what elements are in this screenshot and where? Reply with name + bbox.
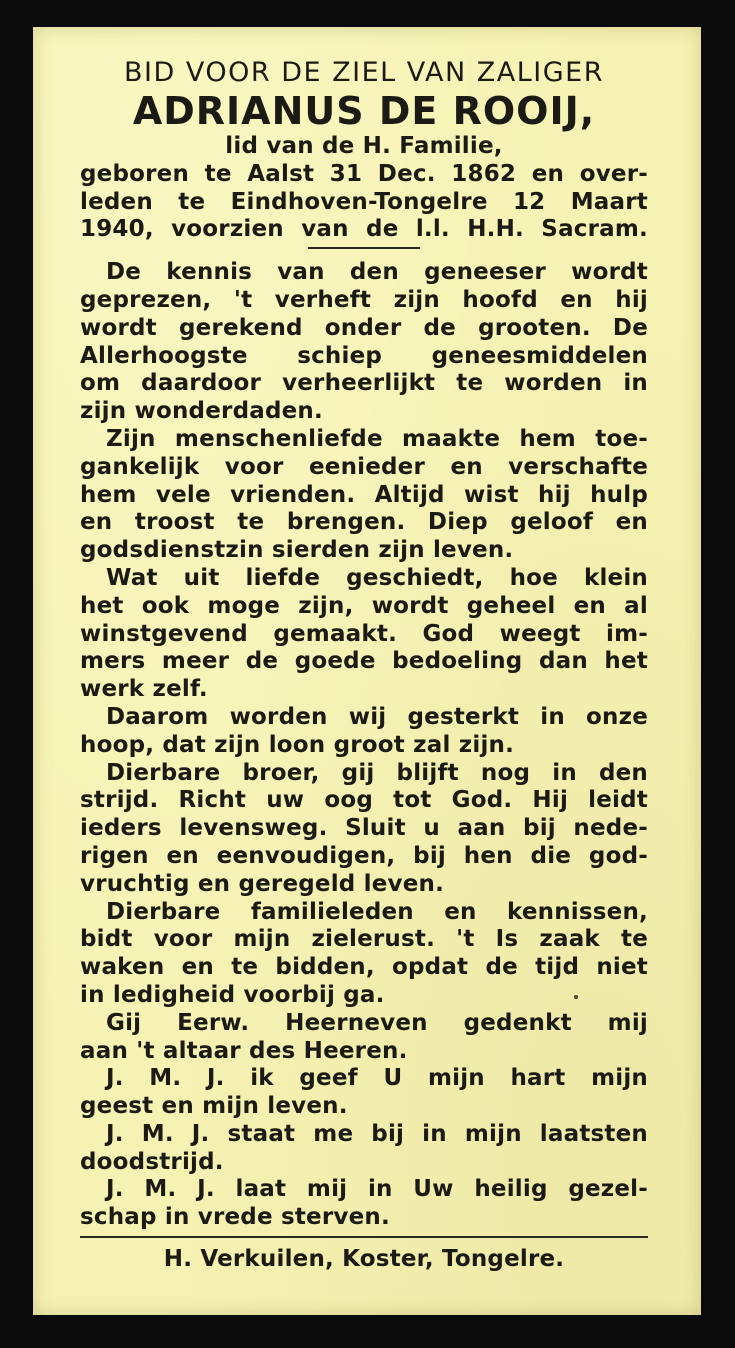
text-line: Allerhoogste schiep geneesmiddelen [80,342,648,369]
text-line: doodstrijd. [80,1148,224,1175]
text-line: mers meer de goede bedoeling dan het [80,648,648,675]
text-line: J. M. J. staat me bij in mijn laatsten [106,1120,648,1147]
text-line: wordt gerekend onder de grooten. De [80,314,648,341]
card-text [80,57,648,1274]
text-line: zijn wonderdaden. [80,398,323,425]
text-line: rigen en eenvoudigen, bij hen die god- [80,842,648,869]
intro-line: leden te Eindhoven-Tongelre 12 Maart [80,188,648,215]
text-line: De kennis van den geneeser wordt [106,259,648,286]
text-line: hem vele vrienden. Altijd wist hij hulp [80,481,648,508]
text-line: J. M. J. laat mij in Uw heilig gezel- [106,1176,648,1203]
text-line: Gij Eerw. Heerneven gedenkt mij [106,1009,648,1036]
footer-divider [80,1236,648,1238]
intro-line: geboren te Aalst 31 Dec. 1862 en over- [80,160,648,187]
text-line: geprezen, 't verheft zijn hoofd en hij [80,286,648,313]
deceased-name: ADRIANUS DE ROOIJ, [132,89,596,133]
divider-rule [308,247,420,249]
heading: BID VOOR DE ZIEL VAN ZALIGER [124,57,604,88]
text-line: gankelijk voor eenieder en verschafte [80,453,648,480]
intro-line: lid van de H. Familie, [225,133,503,159]
text-line: waken en te bidden, opdat de tijd niet [80,954,648,981]
text-line: in ledigheid voorbij ga. [80,981,385,1008]
text-line: vruchtig en geregeld leven. [80,870,445,897]
text-line: bidt voor mijn zielerust. 't Is zaak te [80,926,648,953]
printer-credit: H. Verkuilen, Koster, Tongelre. [163,1246,565,1273]
prayer-text [80,259,648,1232]
text-line: Zijn menschenliefde maakte hem toe- [106,425,648,452]
paper-speck [574,995,578,999]
text-line: J. M. J. ik geef U mijn hart mijn [106,1065,648,1092]
text-line: Dierbare familieleden en kennissen, [106,898,648,925]
text-line: Wat uit liefde geschiedt, hoe klein [106,564,648,591]
text-line: werk zelf. [80,676,208,703]
memorial-card [33,27,701,1315]
text-line: ieders levensweg. Sluit u aan bij nede- [80,815,648,842]
text-line: om daardoor verheerlijkt te worden in [80,370,648,397]
text-line: aan 't altaar des Heeren. [80,1037,408,1064]
text-line: hoop, dat zijn loon groot zal zijn. [80,731,515,758]
text-line: schap in vrede sterven. [80,1204,390,1231]
text-line: godsdienstzin sierden zijn leven. [80,537,514,564]
text-line: Daarom worden wij gesterkt in onze [106,703,648,730]
text-line: Dierbare broer, gij blijft nog in den [106,759,648,786]
text-line: het ook moge zijn, wordt geheel en al [80,592,648,619]
intro-line: 1940, voorzien van de l.l. H.H. Sacram. [80,216,648,243]
text-line: en troost te brengen. Diep geloof en [80,509,648,536]
text-line: winstgevend gemaakt. God weegt im- [80,620,648,647]
text-line: strijd. Richt uw oog tot God. Hij leidt [80,787,648,814]
text-line: geest en mijn leven. [80,1093,348,1120]
